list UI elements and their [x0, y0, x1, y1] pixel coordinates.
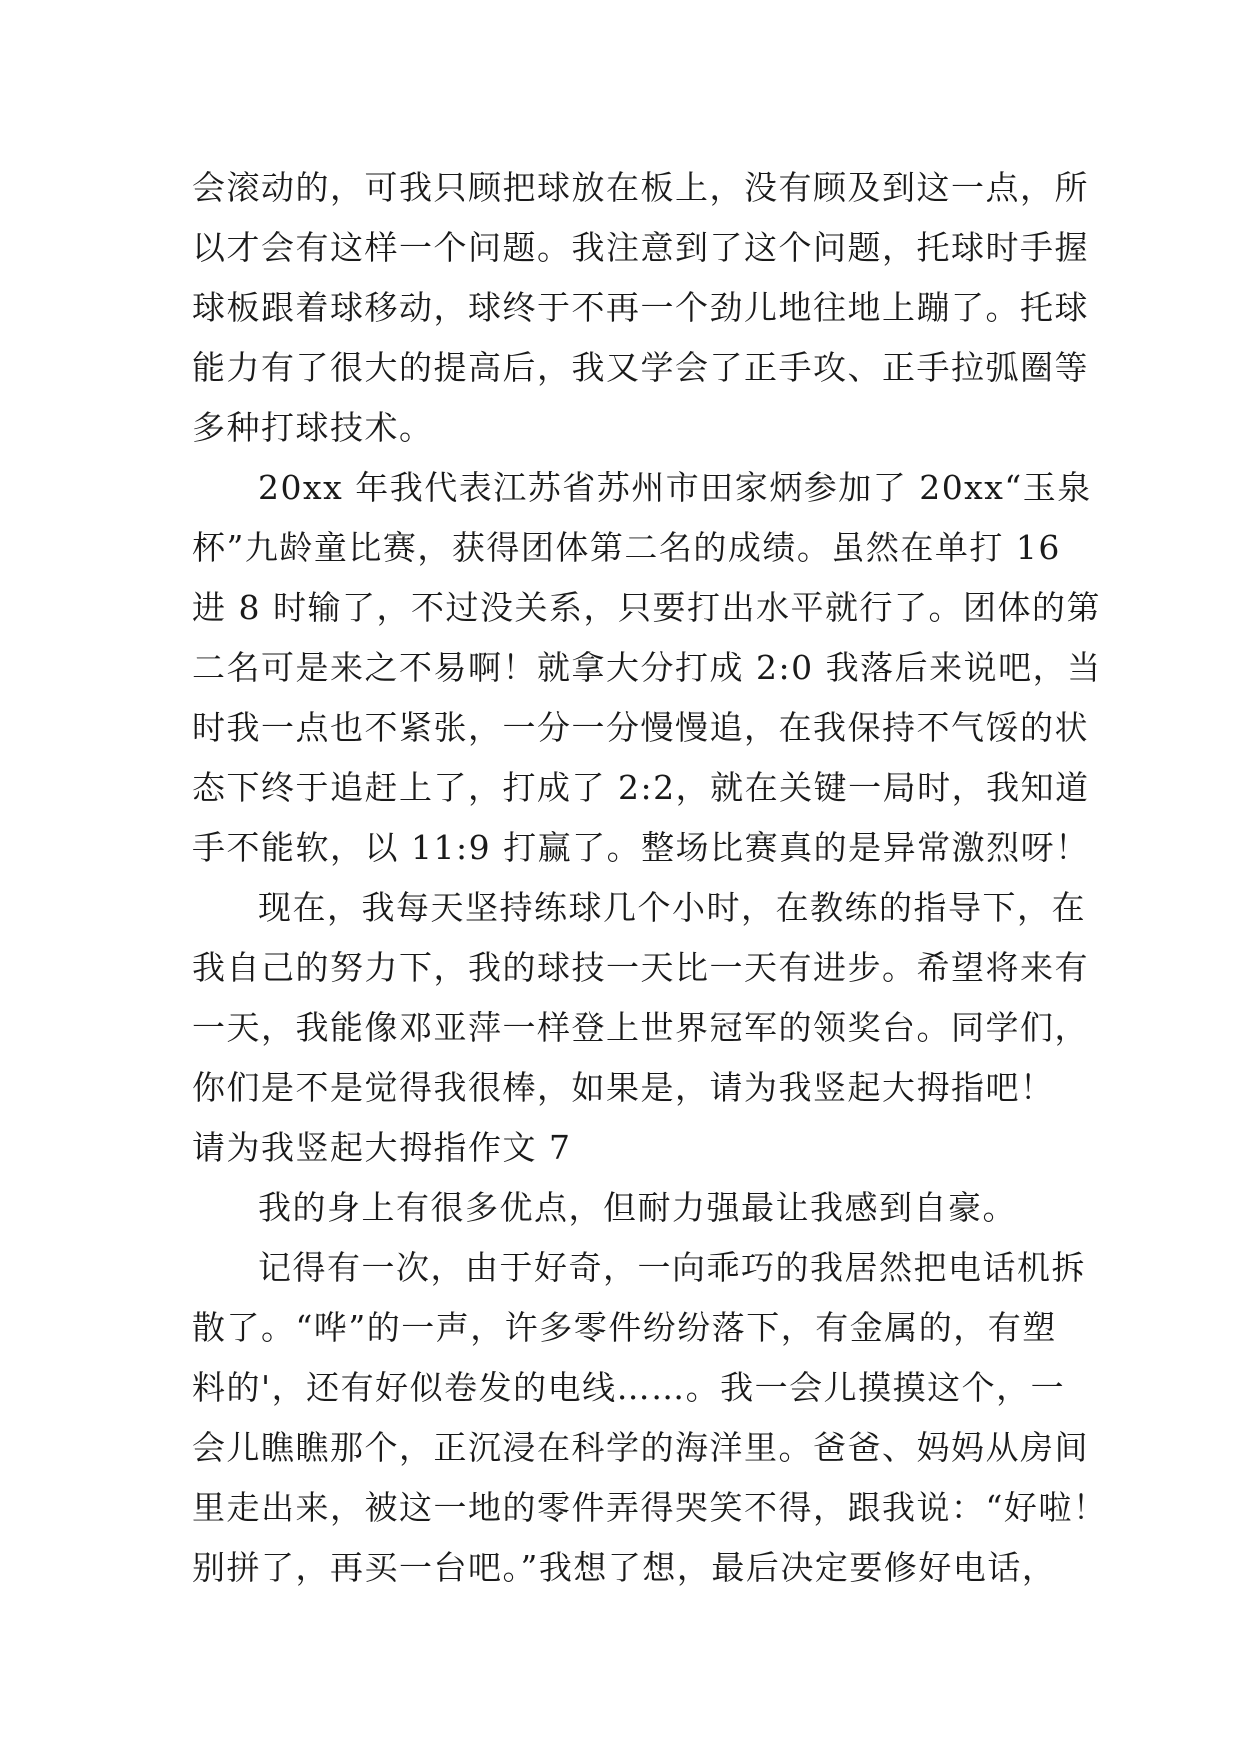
- text-line: 会滚动的，可我只顾把球放在板上，没有顾及到这一点，所: [192, 168, 1089, 207]
- text-line: 二名可是来之不易啊！就拿大分打成 2:0 我落后来说吧，当: [192, 648, 1102, 687]
- text-line: 现在，我每天坚持练球几个小时，在教练的指导下，在: [258, 888, 1086, 927]
- text-line: 我的身上有很多优点，但耐力强最让我感到自豪。: [258, 1188, 1017, 1227]
- text-line: 能力有了很大的提高后，我又学会了正手攻、正手拉弧圈等: [192, 348, 1089, 387]
- text-line: 你们是不是觉得我很棒，如果是，请为我竖起大拇指吧！: [192, 1068, 1055, 1107]
- text-line: 杯”九龄童比赛，获得团体第二名的成绩。虽然在单打 16: [192, 528, 1061, 567]
- text-line: 会儿瞧瞧那个，正沉浸在科学的海洋里。爸爸、妈妈从房间: [192, 1428, 1089, 1467]
- section-heading: 请为我竖起大拇指作文 7: [192, 1128, 572, 1167]
- paragraph-3: [192, 878, 1089, 1118]
- text-line: 别拼了，再买一台吧。”我想了想，最后决定要修好电话，: [192, 1548, 1057, 1587]
- paragraph-1: [192, 158, 1089, 458]
- text-line: 散了。“哗”的一声，许多零件纷纷落下，有金属的，有塑: [192, 1308, 1057, 1347]
- text-line: 时我一点也不紧张，一分一分慢慢追，在我保持不气馁的状: [192, 708, 1089, 747]
- text-line: 20xx 年我代表江苏省苏州市田家炳参加了 20xx“玉泉: [258, 468, 1092, 507]
- paragraph-5: [192, 1238, 1108, 1598]
- paragraph-4: [192, 1178, 1072, 1238]
- text-line: 我自己的努力下，我的球技一天比一天有进步。希望将来有: [192, 948, 1089, 987]
- text-line: 多种打球技术。: [192, 408, 434, 447]
- text-line: 一天，我能像邓亚萍一样登上世界冠军的领奖台。同学们，: [192, 1008, 1089, 1047]
- paragraph-2: [192, 458, 1102, 878]
- text-line: 态下终于追赶上了，打成了 2:2，就在关键一局时，我知道: [192, 768, 1090, 807]
- text-line: 手不能软，以 11:9 打赢了。整场比赛真的是异常激烈呀！: [192, 828, 1090, 867]
- text-line: 以才会有这样一个问题。我注意到了这个问题，托球时手握: [192, 228, 1089, 267]
- text-line: 进 8 时输了，不过没关系，只要打出水平就行了。团体的第: [192, 588, 1101, 627]
- text-line: 球板跟着球移动，球终于不再一个劲儿地往地上蹦了。托球: [192, 288, 1089, 327]
- document-page: [192, 158, 1108, 1598]
- text-line: 里走出来，被这一地的零件弄得哭笑不得，跟我说：“好啦！: [192, 1488, 1108, 1527]
- text-line: 料的'，还有好似卷发的电线……。我一会儿摸摸这个，一: [192, 1368, 1066, 1407]
- text-line: 记得有一次，由于好奇，一向乖巧的我居然把电话机拆: [258, 1248, 1086, 1287]
